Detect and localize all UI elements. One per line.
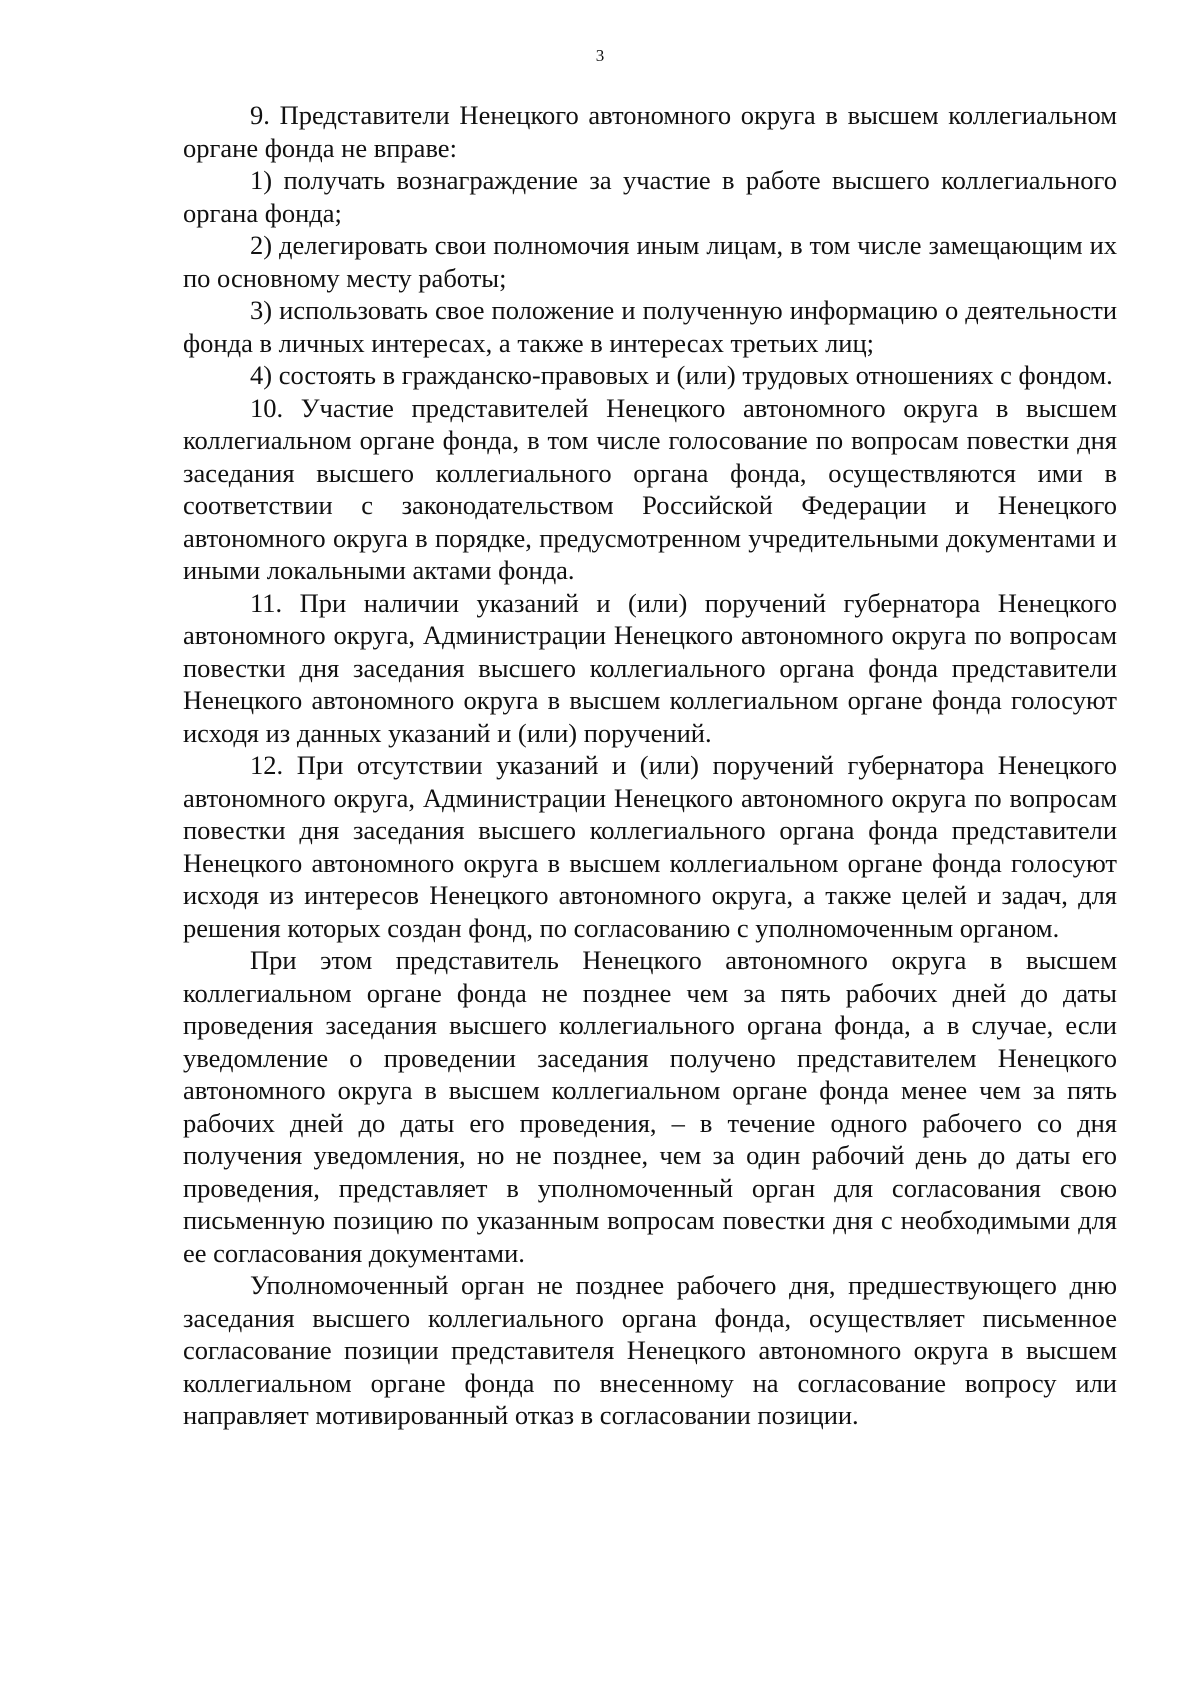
document-body xyxy=(183,99,1117,1432)
paragraph-9-item-4: 4) состоять в гражданско-правовых и (или) трудовых отношениях с фондом. xyxy=(250,360,1113,390)
paragraph-12: 12. При отсутствии указаний и (или) поручений губернатора Ненецкого автономного округа, Администрации Ненецкого автономного округа по вопросам повестки дня заседания высшего коллегиального органа фонда представители Ненецкого автономного округа в высшем коллегиальном органе фонда голосуют исходя из интересов Ненецкого автономного округа, а также целей и задач, для решения которых создан фонд, по согласованию с уполномоченным органом. xyxy=(183,750,1117,943)
paragraph-12-final: Уполномоченный орган не позднее рабочего дня, предшествующего дню заседания высшего коллегиального органа фонда, осуществляет письменное согласование позиции представителя Ненецкого автономного округа в высшем коллегиальном органе фонда по внесенному на согласование вопросу или направляет мотивированный отказ в согласовании позиции. xyxy=(183,1270,1117,1430)
paragraph-12-continuation: При этом представитель Ненецкого автономного округа в высшем коллегиальном органе фонда не позднее чем за пять рабочих дней до даты проведения заседания высшего коллегиального органа фонда, а в случае, если уведомление о проведении заседания получено представителем Ненецкого автономного округа в высшем коллегиальном органе фонда менее чем за пять рабочих дней до даты его проведения, – в течение одного рабочего со дня получения уведомления, но не позднее, чем за один рабочий день до даты его проведения, представляет в уполномоченный орган для согласования свою письменную позицию по указанным вопросам повестки дня с необходимыми для ее согласования документами. xyxy=(183,945,1117,1268)
paragraph-9: 9. Представители Ненецкого автономного округа в высшем коллегиальном органе фонда не вправе: xyxy=(183,100,1117,163)
paragraph-10: 10. Участие представителей Ненецкого автономного округа в высшем коллегиальном органе фонда, в том числе голосование по вопросам повестки дня заседания высшего коллегиального органа фонда, осуществляются ими в соответствии с законодательством Российской Федерации и Ненецкого автономного округа в порядке, предусмотренном учредительными документами и иными локальными актами фонда. xyxy=(183,392,1117,585)
paragraph-9-item-3: 3) использовать свое положение и полученную информацию о деятельности фонда в личных интересах, а также в интересах третьих лиц; xyxy=(183,295,1117,358)
paragraph-9-item-2: 2) делегировать свои полномочия иным лицам, в том числе замещающим их по основному месту работы; xyxy=(183,230,1117,293)
paragraph-9-item-1: 1) получать вознаграждение за участие в работе высшего коллегиального органа фонда; xyxy=(183,165,1117,228)
paragraph-11: 11. При наличии указаний и (или) поручений губернатора Ненецкого автономного округа, Администрации Ненецкого автономного округа по вопросам повестки дня заседания высшего коллегиального органа фонда представители Ненецкого автономного округа в высшем коллегиальном органе фонда голосуют исходя из данных указаний и (или) поручений. xyxy=(183,587,1117,748)
page-number: 3 xyxy=(595,46,605,65)
